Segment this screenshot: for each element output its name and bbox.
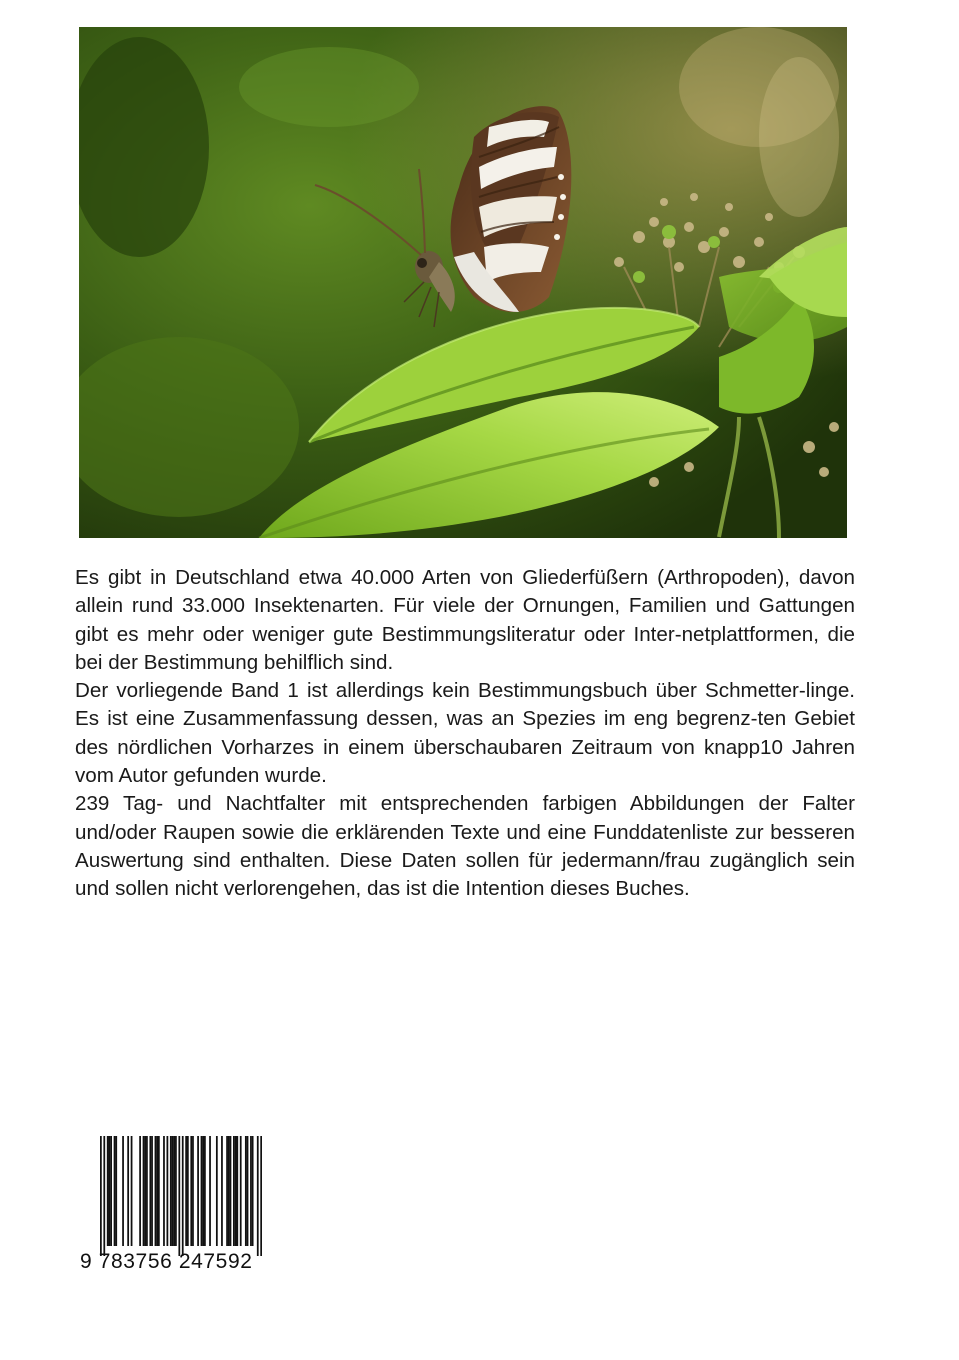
barcode-bar xyxy=(228,1136,230,1246)
barcode-bar xyxy=(190,1136,192,1246)
barcode-bar xyxy=(175,1136,177,1246)
barcode-bar xyxy=(114,1136,116,1246)
barcode-bar xyxy=(197,1136,199,1246)
barcode-bar xyxy=(151,1136,153,1246)
barcode-bar xyxy=(178,1136,180,1256)
barcode-bar xyxy=(233,1136,235,1246)
barcode-bar xyxy=(146,1136,148,1246)
barcode-bar xyxy=(226,1136,228,1246)
cover-photo xyxy=(79,27,847,538)
barcode-bar xyxy=(144,1136,146,1246)
barcode-bar xyxy=(172,1136,174,1246)
blurb-paragraph: Es gibt in Deutschland etwa 40.000 Arten von Gliederfüßern (Arthropoden), davon allein rund 33.000 Insektenarten. Für viele der Ornungen, Familien und Gattungen gibt es mehr oder weniger gute Bestimmungsliteratur oder Inter-netplattformen, die bei der Bestimmung behilflich sind. xyxy=(75,566,855,674)
back-cover-blurb xyxy=(75,564,855,904)
barcode-bar xyxy=(250,1136,252,1246)
barcode-bar xyxy=(110,1136,112,1246)
barcode-bar xyxy=(100,1136,102,1256)
barcode-bar xyxy=(240,1136,242,1246)
barcode-bar xyxy=(202,1136,204,1246)
barcode-bar xyxy=(216,1136,218,1246)
barcode-bar xyxy=(192,1136,194,1246)
barcode-bar xyxy=(158,1136,160,1246)
barcode-bar xyxy=(163,1136,165,1246)
barcode-bar xyxy=(245,1136,247,1246)
blurb-paragraph: Der vorliegende Band 1 ist allerdings kein Bestimmungsbuch über Schmetter-linge. Es ist eine Zusammenfassung dessen, was an Spezies im eng begrenz-ten Gebiet des nördlichen Vorharzes in einem überschaubaren Zeitraum von knapp10 Jahren vom Autor gefunden wurde. xyxy=(75,679,855,788)
barcode-bar xyxy=(236,1136,238,1246)
barcode-bar xyxy=(230,1136,232,1246)
barcode-bar xyxy=(103,1136,105,1256)
barcode-bar xyxy=(143,1136,145,1246)
blurb-paragraph: 239 Tag- und Nachtfalter mit entsprechenden farbigen Abbildungen der Falter und/oder Raupen sowie die erklärenden Texte und eine Funddatenliste zur besseren Auswertung sind enthalten. Diese Daten sollen für jedermann/frau zugänglich sein und sollen nicht verlorengehen, das ist die Intention dieses Buches. xyxy=(75,792,855,901)
barcode-bar xyxy=(221,1136,223,1246)
barcode-bar xyxy=(187,1136,189,1246)
barcode-bar xyxy=(155,1136,157,1246)
barcode-bar xyxy=(127,1136,129,1246)
isbn-barcode xyxy=(80,1136,262,1276)
barcode-bar xyxy=(131,1136,133,1246)
barcode-bar xyxy=(167,1136,169,1246)
barcode-bar xyxy=(235,1136,237,1246)
barcode-bar xyxy=(122,1136,124,1246)
barcode-bar xyxy=(204,1136,206,1246)
barcode-bar xyxy=(260,1136,262,1256)
barcode-bar xyxy=(115,1136,117,1246)
barcode-bar xyxy=(185,1136,187,1246)
barcode-bar xyxy=(247,1136,249,1246)
barcode-bar xyxy=(182,1136,184,1256)
butterfly-on-leaf-image xyxy=(79,27,847,538)
barcode-bar xyxy=(139,1136,141,1246)
isbn-digits: 9 783756 247592 xyxy=(80,1250,253,1273)
barcode-bar xyxy=(107,1136,109,1246)
barcode-bar xyxy=(170,1136,172,1246)
barcode-bar xyxy=(209,1136,211,1246)
barcode-bar xyxy=(201,1136,203,1246)
barcode-bar xyxy=(252,1136,254,1246)
barcode-bar xyxy=(149,1136,151,1246)
barcode-bar xyxy=(109,1136,111,1246)
barcode-bar xyxy=(156,1136,158,1246)
barcode-bar xyxy=(257,1136,259,1256)
barcode-bars xyxy=(100,1136,262,1256)
barcode-bar xyxy=(173,1136,175,1246)
